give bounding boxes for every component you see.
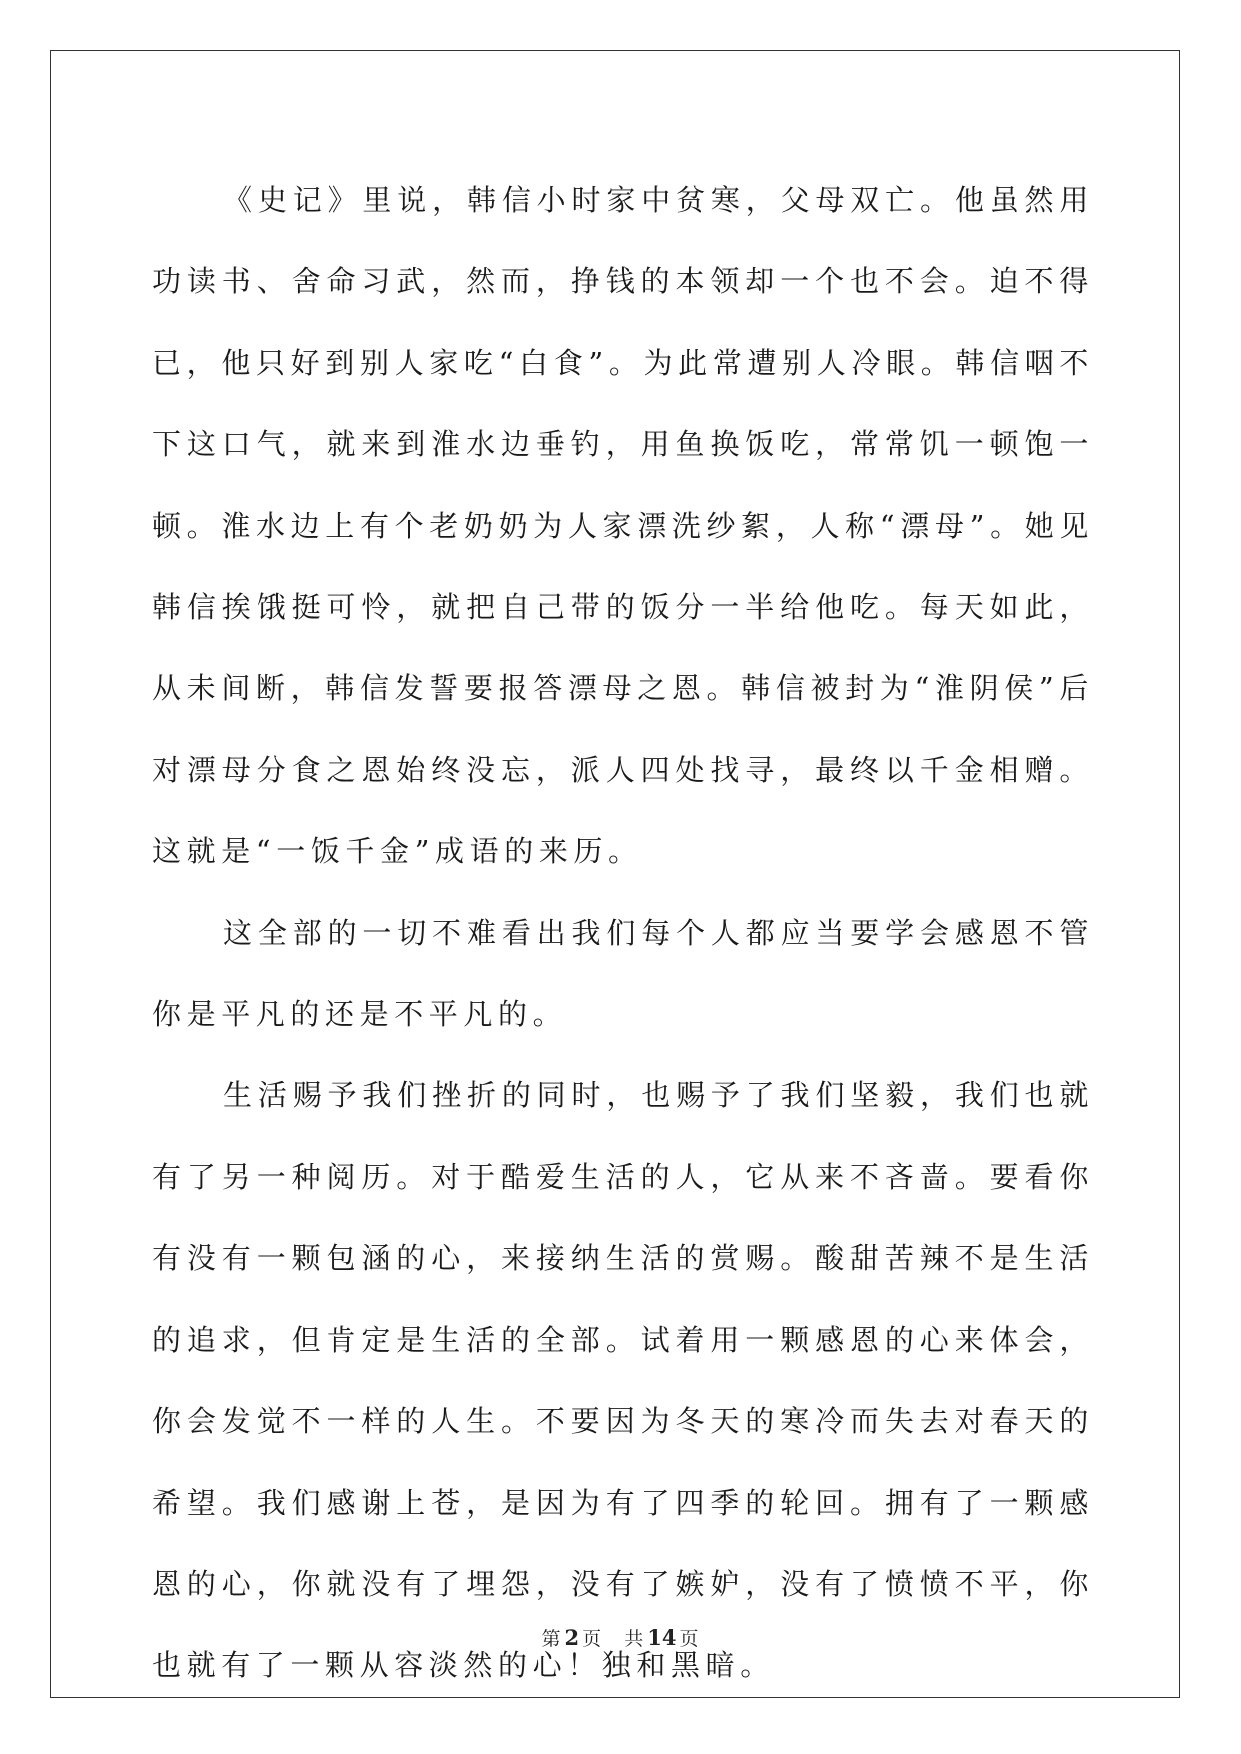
total-prefix: 共 [624, 1628, 645, 1650]
total-suffix: 页 [679, 1628, 700, 1650]
page-number: 2 [564, 1625, 580, 1650]
page-suffix: 页 [582, 1628, 603, 1650]
page-footer [0, 1624, 1241, 1651]
paragraph-2: 这全部的一切不难看出我们每个人都应当要学会感恩不管你是平凡的还是不平凡的。 [152, 915, 1094, 1032]
document-body [152, 160, 1094, 1707]
page-prefix: 第 [541, 1628, 562, 1650]
total-pages: 14 [647, 1625, 677, 1650]
paragraph-3: 生活赐予我们挫折的同时，也赐予了我们坚毅，我们也就有了另一种阅历。对于酷爱生活的人，它从来不吝啬。要看你有没有一颗包涵的心，来接纳生活的赏赐。酸甜苦辣不是生活的追求，但肯定是生活的全部。试着用一颗感恩的心来体会，你会发觉不一样的人生。不要因为冬天的寒冷而失去对春天的希望。我们感谢上苍，是因为有了四季的轮回。拥有了一颗感恩的心，你就没有了埋怨，没有了嫉妒，没有了愤愤不平，你也就有了一颗从容淡然的心！独和黑暗。 [152, 1078, 1094, 1683]
paragraph-1: 《史记》里说，韩信小时家中贫寒，父母双亡。他虽然用功读书、舍命习武，然而，挣钱的本领却一个也不会。迫不得已，他只好到别人家吃“白食”。为此常遭别人冷眼。韩信咽不下这口气，就来到淮水边垂钓，用鱼换饭吃，常常饥一顿饱一顿。淮水边上有个老奶奶为人家漂洗纱絮，人称“漂母”。她见韩信挨饿挺可怜，就把自己带的饭分一半给他吃。每天如此，从未间断，韩信发誓要报答漂母之恩。韩信被封为“淮阴侯”后对漂母分食之恩始终没忘，派人四处找寻，最终以千金相赠。这就是“一饭千金”成语的来历。 [152, 183, 1094, 869]
